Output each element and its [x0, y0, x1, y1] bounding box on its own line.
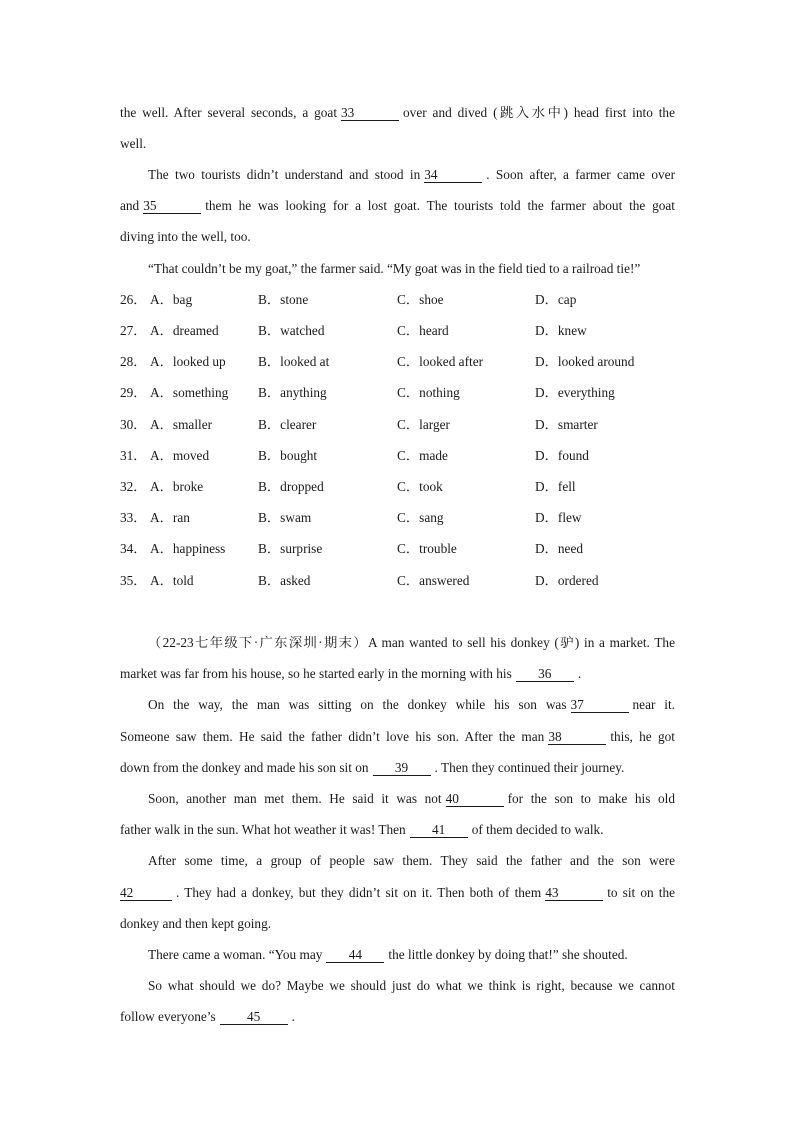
option-d: D．flew [535, 510, 582, 525]
text: . Soon after, a farmer came over [486, 167, 675, 182]
passage2-line-8: After some time, a group of people saw them. They said the father and the son were [148, 853, 675, 868]
question-number: 28． [120, 354, 147, 369]
option-a: A．dreamed [150, 323, 219, 338]
text: near it. [632, 697, 675, 712]
option-b: B．looked at [258, 354, 330, 369]
passage2-line-5 [120, 759, 675, 777]
option-c: C．sang [397, 510, 444, 525]
question-35 [120, 572, 680, 590]
option-d: D．smarter [535, 417, 598, 432]
option-d: D．ordered [535, 573, 599, 588]
passage2-line-11 [148, 946, 675, 964]
passage2-line-12: So what should we do? Maybe we should just do what we think is right, because we cannot [148, 978, 675, 993]
option-c: C．nothing [397, 385, 460, 400]
option-c: C．answered [397, 573, 470, 588]
passage1-line-6: “That couldn’t be my goat,” the farmer said. “My goat was in the field tied to a railroad tie!” [148, 261, 641, 276]
passage1-line-5: diving into the well, too. [120, 229, 251, 244]
option-a: A．ran [150, 510, 190, 525]
option-d: D．cap [535, 292, 577, 307]
blank-43: 43 [545, 885, 603, 901]
question-26 [120, 291, 680, 309]
text: down from the donkey and made his son sit on [120, 760, 369, 775]
blank-37: 37 [571, 697, 629, 713]
question-27 [120, 322, 680, 340]
blank-33: 33 [341, 105, 399, 121]
text: market was far from his house, so he started early in the morning with his [120, 666, 512, 681]
passage1-line-2: well. [120, 136, 147, 151]
text: over and dived (跳入水中) head first into the [403, 105, 675, 120]
text: The two tourists didn’t understand and stood in [148, 167, 421, 182]
blank-44: 44 [326, 947, 384, 963]
passage1-line-1 [120, 104, 675, 122]
question-33 [120, 509, 680, 527]
blank-45: 45 [220, 1009, 288, 1025]
option-c: C．trouble [397, 541, 457, 556]
passage2-line-4 [120, 728, 675, 746]
blank-40: 40 [446, 791, 504, 807]
option-b: B．swam [258, 510, 312, 525]
text: to sit on the [607, 885, 676, 900]
text: follow everyone’s [120, 1009, 216, 1024]
option-b: B．dropped [258, 479, 324, 494]
option-b: B．asked [258, 573, 311, 588]
passage1-line-4 [120, 197, 675, 215]
question-28 [120, 353, 680, 371]
option-a: A．happiness [150, 541, 226, 556]
blank-36: 36 [516, 666, 574, 682]
option-a: A．told [150, 573, 194, 588]
blank-39: 39 [373, 760, 431, 776]
question-34 [120, 540, 680, 558]
option-d: D．need [535, 541, 583, 556]
question-number: 29． [120, 385, 147, 400]
text: . Then they continued their journey. [434, 760, 625, 775]
question-29 [120, 384, 680, 402]
blank-35: 35 [143, 198, 201, 214]
option-d: D．found [535, 448, 589, 463]
text: the little donkey by doing that!” she shouted. [388, 947, 628, 962]
option-a: A．broke [150, 479, 204, 494]
text: Soon, another man met them. He said it was not [148, 791, 442, 806]
passage2-line-6 [148, 790, 675, 808]
passage2-line-3 [148, 696, 675, 714]
text: . They had a donkey, but they didn’t sit on it. Then both of them [176, 885, 542, 900]
option-b: B．clearer [258, 417, 317, 432]
option-c: C．shoe [397, 292, 444, 307]
question-number: 32． [120, 479, 147, 494]
option-a: A．moved [150, 448, 210, 463]
option-d: D．fell [535, 479, 576, 494]
option-c: C．larger [397, 417, 450, 432]
question-number: 31． [120, 448, 147, 463]
passage2-line-13: follow everyone’s 45 . [120, 1009, 295, 1024]
passage2-line-1: （22-23七年级下·广东深圳·期末）A man wanted to sell his donkey (驴) in a market. The [148, 635, 675, 650]
question-number: 27． [120, 323, 147, 338]
question-number: 34． [120, 541, 147, 556]
text: this, he got [610, 729, 675, 744]
blank-42: 42 [120, 885, 172, 901]
passage2-line-10: donkey and then kept going. [120, 916, 272, 931]
blank-34: 34 [424, 167, 482, 183]
text: for the son to make his old [507, 791, 676, 806]
passage2-line-2: market was far from his house, so he started early in the morning with his 36 . [120, 666, 582, 681]
question-30 [120, 416, 680, 434]
text: them he was looking for a lost goat. The tourists told the farmer about the goat [205, 198, 675, 213]
question-number: 30． [120, 417, 147, 432]
blank-41: 41 [410, 822, 468, 838]
passage2-line-7 [120, 821, 675, 839]
option-b: B．stone [258, 292, 309, 307]
passage2-line-9 [120, 884, 675, 902]
option-c: C．made [397, 448, 448, 463]
option-d: D．knew [535, 323, 587, 338]
option-c: C．looked after [397, 354, 484, 369]
option-a: A．smaller [150, 417, 213, 432]
question-number: 26． [120, 292, 147, 307]
option-a: A．bag [150, 292, 193, 307]
passage1-line-3 [148, 166, 675, 184]
text: of them decided to walk. [471, 822, 604, 837]
text: the well. After several seconds, a goat [120, 105, 338, 120]
option-d: D．everything [535, 385, 615, 400]
question-number: 35． [120, 573, 147, 588]
text: and [120, 198, 140, 213]
option-b: B．bought [258, 448, 318, 463]
text: father walk in the sun. What hot weather it was! Then [120, 822, 406, 837]
question-31 [120, 447, 680, 465]
question-32 [120, 478, 680, 496]
question-number: 33． [120, 510, 147, 525]
text: On the way, the man was sitting on the donkey while his son was [148, 697, 567, 712]
option-a: A．something [150, 385, 229, 400]
option-b: B．surprise [258, 541, 323, 556]
option-c: C．took [397, 479, 443, 494]
text: Someone saw them. He said the father didn’t love his son. After the man [120, 729, 545, 744]
blank-38: 38 [548, 729, 606, 745]
option-b: B．anything [258, 385, 327, 400]
option-c: C．heard [397, 323, 449, 338]
text: There came a woman. “You may [148, 947, 323, 962]
option-a: A．looked up [150, 354, 226, 369]
option-d: D．looked around [535, 354, 635, 369]
option-b: B．watched [258, 323, 325, 338]
